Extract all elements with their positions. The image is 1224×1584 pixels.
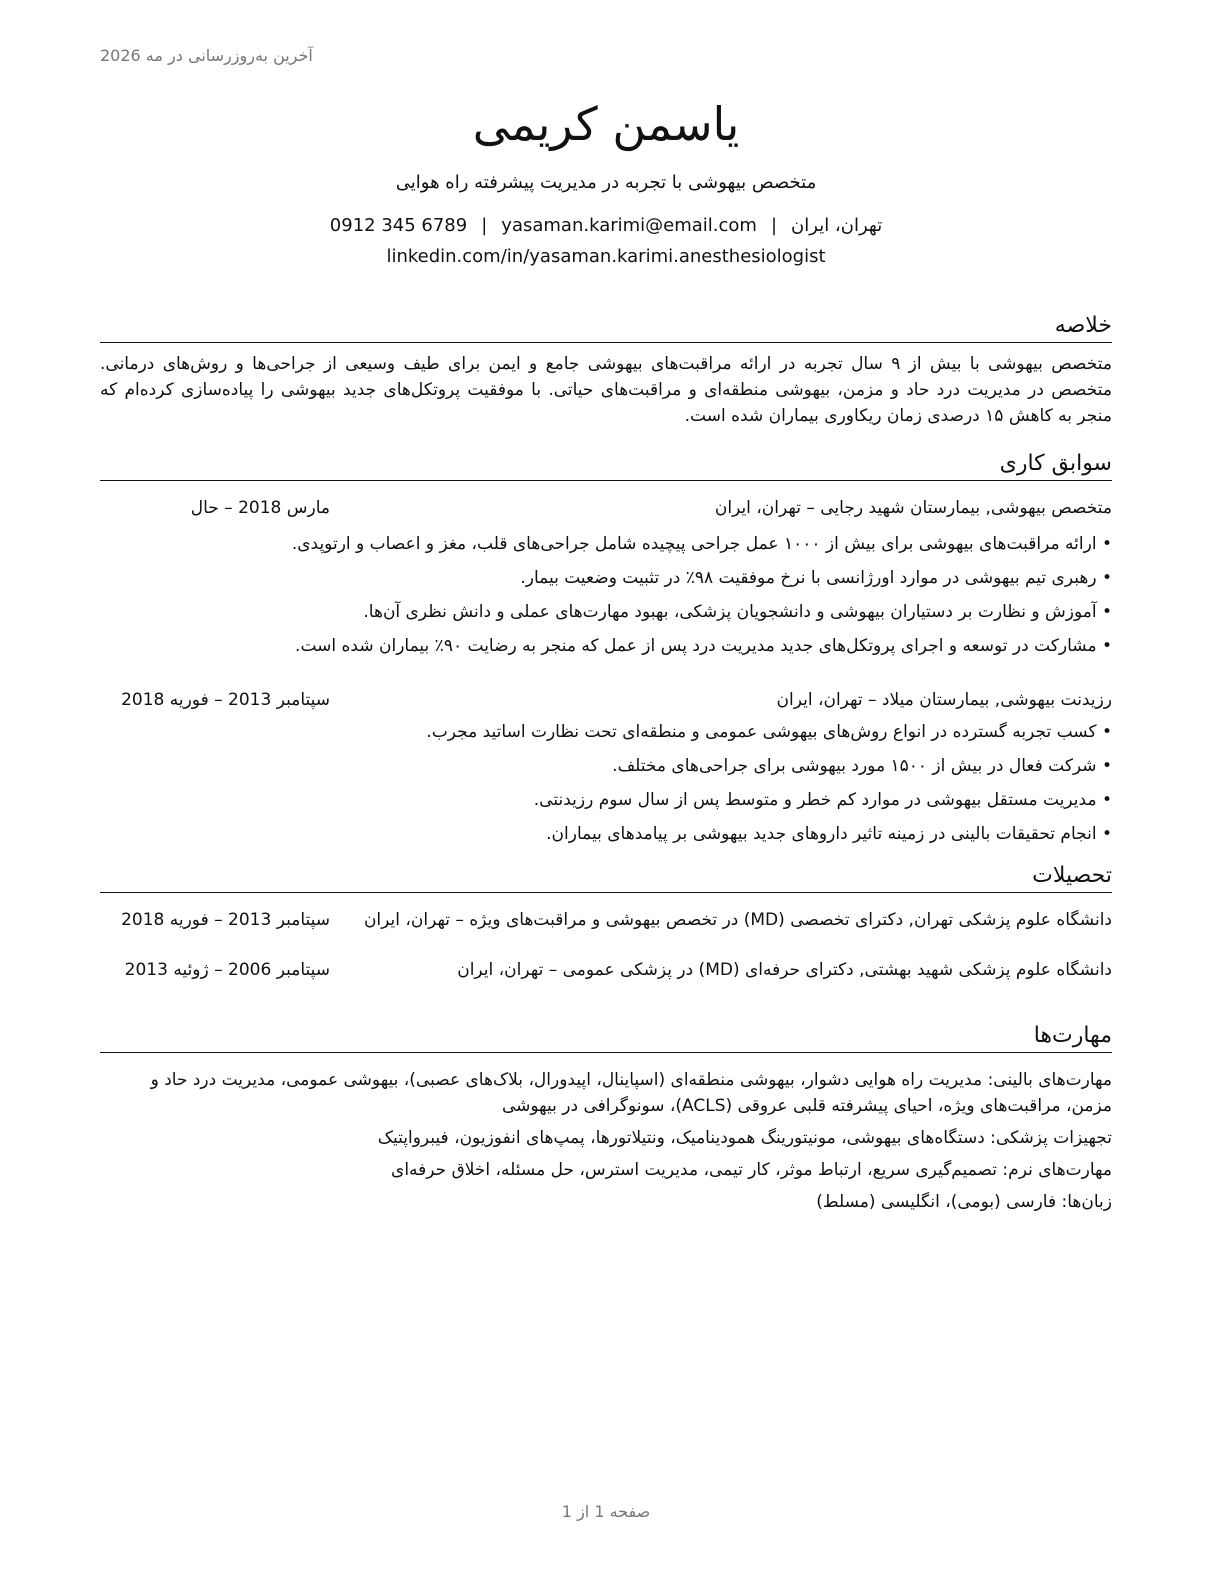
education-text: دانشگاه علوم پزشکی تهران, دکترای تخصصی (MD) در تخصص بیهوشی و مراقبت‌های ویژه – تهران، ایران (363, 910, 1112, 930)
list-item: • رهبری تیم بیهوشی در موارد اورژانسی با نرخ موفقیت ۹۸٪ در تثبیت وضعیت بیمار. (100, 561, 1112, 595)
skills-list (100, 1067, 1112, 1215)
contact-separator: | (481, 215, 488, 236)
section-heading-skills: مهارت‌ها (100, 1022, 1112, 1053)
job-entry (100, 687, 1112, 851)
linkedin-link[interactable]: linkedin.com/in/yasaman.karimi.anesthesiologist (386, 246, 826, 267)
experience-section (100, 450, 1112, 851)
skill-line: زبان‌ها: فارسی (بومی)، انگلیسی (مسلط) (816, 1192, 1112, 1212)
page-number: صفحه 1 از 1 (561, 1502, 651, 1521)
education-entry (100, 907, 1112, 933)
contact-line (100, 215, 1112, 236)
education-dates: سپتامبر 2006 – ژوئیه 2013 (124, 960, 330, 980)
job-role: رزیدنت بیهوشی, بیمارستان میلاد – تهران، ایران (776, 690, 1112, 710)
job-role: متخصص بیهوشی, بیمارستان شهید رجایی – تهران، ایران (714, 498, 1112, 518)
education-dates: سپتامبر 2013 – فوریه 2018 (121, 910, 330, 930)
list-item: • انجام تحقیقات بالینی در زمینه تاثیر داروهای جدید بیهوشی بر پیامدهای بیماران. (100, 817, 1112, 851)
job-dates: مارس 2018 – حال (190, 498, 330, 518)
summary-section (100, 312, 1112, 429)
education-entry (100, 957, 1112, 983)
list-item: • کسب تجربه گسترده در انواع روش‌های بیهوشی عمومی و منطقه‌ای تحت نظارت اساتید مجرب. (100, 715, 1112, 749)
list-item: • مشارکت در توسعه و اجرای پروتکل‌های جدید مدیریت درد پس از عمل که منجر به رضایت ۹۰٪ بیماران شده است. (100, 629, 1112, 663)
education-text: دانشگاه علوم پزشکی شهید بهشتی, دکترای حرفه‌ای (MD) در پزشکی عمومی – تهران، ایران (457, 960, 1112, 980)
list-item: • مدیریت مستقل بیهوشی در موارد کم خطر و متوسط پس از سال سوم رزیدنتی. (100, 783, 1112, 817)
job-header (100, 495, 1112, 521)
location: تهران، ایران (791, 215, 883, 236)
skill-line: مهارت‌های بالینی: مدیریت راه هوایی دشوار، بیهوشی منطقه‌ای (اسپاینال، اپیدورال، بلاک‌های عصبی)، بیهوشی عمومی، مدیریت درد حاد و مزمن، مراقبت‌های ویژه، احیای پیشرفته قلبی عروقی (ACLS)، سونوگرافی در بیهوشی (150, 1070, 1112, 1116)
list-item: • ارائه مراقبت‌های بیهوشی برای بیش از ۱۰۰۰ عمل جراحی پیچیده شامل جراحی‌های قلب، مغز و اعصاب و ارتوپدی. (100, 527, 1112, 561)
section-heading-education: تحصیلات (100, 862, 1112, 893)
email-link[interactable]: yasaman.karimi@email.com (501, 215, 757, 236)
summary-text: متخصص بیهوشی با بیش از ۹ سال تجربه در ارائه مراقبت‌های بیهوشی جامع و ایمن برای طیف وسیعی از جراحی‌ها و روش‌های درمانی. متخصص در مدیریت درد حاد و مزمن، بیهوشی منطقه‌ای و مراقبت‌های حیاتی. با موفقیت پروتکل‌های جدید بیهوشی را پیاده‌سازی کرده‌ام که منجر به کاهش ۱۵ درصدی زمان ریکاوری بیماران شده است. (100, 354, 1112, 426)
list-item: • شرکت فعال در بیش از ۱۵۰۰ مورد بیهوشی برای جراحی‌های مختلف. (100, 749, 1112, 783)
job-dates: سپتامبر 2013 – فوریه 2018 (121, 690, 330, 710)
contact-separator: | (770, 215, 778, 236)
job-bullets (100, 527, 1112, 663)
skill-line: مهارت‌های نرم: تصمیم‌گیری سریع، ارتباط موثر، کار تیمی، مدیریت استرس، حل مسئله، اخلاق حرفه‌ای (391, 1160, 1112, 1180)
skill-line: تجهیزات پزشکی: دستگاه‌های بیهوشی، مونیتورینگ همودینامیک، ونتیلاتورها، پمپ‌های انفوزیون، فیبرواپتیک (377, 1128, 1112, 1148)
job-entry (100, 495, 1112, 663)
last-updated-note: آخرین به‌روزرسانی در مه 2026 (100, 46, 313, 65)
skills-section (100, 1022, 1112, 1221)
education-section (100, 862, 1112, 983)
section-heading-summary: خلاصه (100, 312, 1112, 343)
job-bullets (100, 715, 1112, 851)
job-header (100, 687, 1112, 713)
professional-title: متخصص بیهوشی با تجربه در مدیریت پیشرفته راه هوایی (395, 172, 817, 193)
person-name: یاسمن کریمی (472, 97, 740, 151)
phone-number: 0912 345 6789 (329, 215, 468, 236)
list-item: • آموزش و نظارت بر دستیاران بیهوشی و دانشجویان پزشکی، بهبود مهارت‌های عملی و دانش نظری آن‌ها. (100, 595, 1112, 629)
resume-header (100, 96, 1112, 267)
section-heading-experience: سوابق کاری (100, 450, 1112, 481)
resume-page (100, 0, 1112, 1584)
